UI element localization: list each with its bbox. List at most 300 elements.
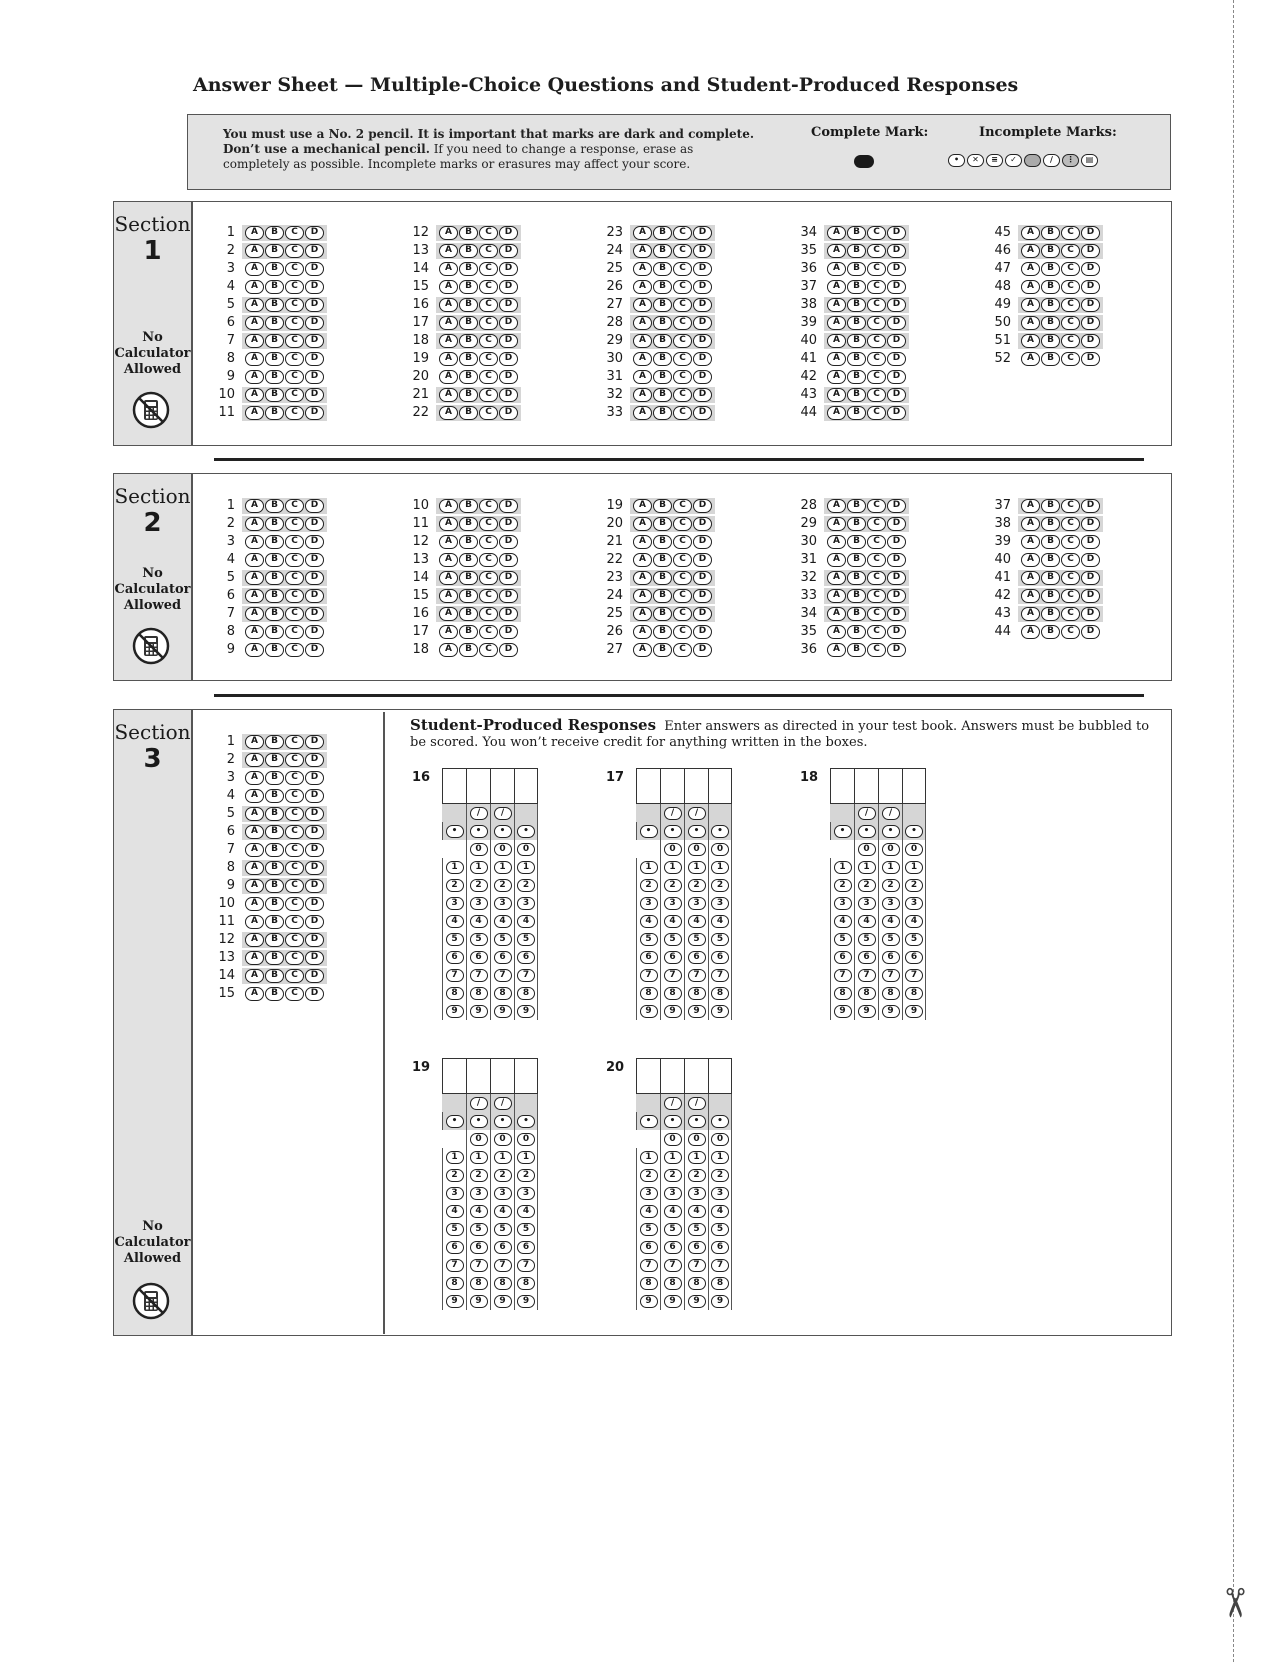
answer-bubble-b[interactable]: B [459,334,478,348]
answer-bubble-b[interactable]: B [265,406,284,420]
answer-bubble-d[interactable]: D [499,643,518,657]
answer-bubble-a[interactable]: A [827,589,846,603]
answer-bubble-b[interactable]: B [1041,244,1060,258]
answer-bubble-b[interactable]: B [265,753,284,767]
answer-bubble-a[interactable]: A [245,897,264,911]
grid-bubble-0[interactable]: 0 [470,1133,488,1146]
grid-bubble-6[interactable]: 6 [446,1241,464,1254]
answer-bubble-b[interactable]: B [265,861,284,875]
grid-bubble-3[interactable]: 3 [470,897,488,910]
answer-bubble-d[interactable]: D [1081,553,1100,567]
answer-bubble-a[interactable]: A [1021,535,1040,549]
grid-bubble-decimal[interactable]: • [640,825,658,838]
answer-bubble-a[interactable]: A [439,352,458,366]
grid-bubble-2[interactable]: 2 [688,1169,706,1182]
answer-bubble-a[interactable]: A [633,370,652,384]
answer-bubble-b[interactable]: B [1041,298,1060,312]
answer-bubble-c[interactable]: C [285,861,304,875]
grid-bubble-decimal[interactable]: • [494,825,512,838]
answer-bubble-b[interactable]: B [847,571,866,585]
answer-bubble-a[interactable]: A [439,262,458,276]
grid-bubble-6[interactable]: 6 [905,951,923,964]
answer-bubble-c[interactable]: C [1061,535,1080,549]
grid-bubble-2[interactable]: 2 [711,1169,729,1182]
answer-bubble-c[interactable]: C [285,535,304,549]
grid-bubble-3[interactable]: 3 [640,1187,658,1200]
answer-bubble-d[interactable]: D [693,589,712,603]
grid-bubble-6[interactable]: 6 [517,1241,535,1254]
answer-bubble-a[interactable]: A [439,370,458,384]
answer-bubble-c[interactable]: C [867,553,886,567]
answer-bubble-d[interactable]: D [693,643,712,657]
answer-bubble-a[interactable]: A [245,607,264,621]
answer-bubble-a[interactable]: A [245,969,264,983]
grid-bubble-6[interactable]: 6 [640,1241,658,1254]
grid-bubble-7[interactable]: 7 [905,969,923,982]
grid-bubble-3[interactable]: 3 [882,897,900,910]
grid-bubble-4[interactable]: 4 [494,915,512,928]
answer-bubble-b[interactable]: B [459,388,478,402]
answer-bubble-c[interactable]: C [673,316,692,330]
grid-bubble-7[interactable]: 7 [446,969,464,982]
write-in-box[interactable] [442,1058,466,1094]
grid-bubble-0[interactable]: 0 [517,843,535,856]
answer-bubble-c[interactable]: C [479,499,498,513]
answer-bubble-a[interactable]: A [827,280,846,294]
grid-bubble-9[interactable]: 9 [470,1295,488,1308]
grid-bubble-1[interactable]: 1 [446,861,464,874]
answer-bubble-a[interactable]: A [827,334,846,348]
grid-bubble-1[interactable]: 1 [470,1151,488,1164]
answer-bubble-c[interactable]: C [867,625,886,639]
grid-bubble-5[interactable]: 5 [470,1223,488,1236]
grid-bubble-1[interactable]: 1 [640,1151,658,1164]
grid-bubble-slash[interactable]: / [494,807,512,820]
grid-bubble-3[interactable]: 3 [688,897,706,910]
grid-bubble-decimal[interactable]: • [664,825,682,838]
grid-bubble-2[interactable]: 2 [640,879,658,892]
answer-bubble-c[interactable]: C [285,753,304,767]
grid-bubble-4[interactable]: 4 [905,915,923,928]
answer-bubble-d[interactable]: D [887,535,906,549]
answer-bubble-a[interactable]: A [1021,553,1040,567]
answer-bubble-b[interactable]: B [265,226,284,240]
answer-bubble-b[interactable]: B [653,571,672,585]
grid-bubble-slash[interactable]: / [494,1097,512,1110]
grid-bubble-7[interactable]: 7 [494,1259,512,1272]
answer-bubble-c[interactable]: C [1061,334,1080,348]
answer-bubble-a[interactable]: A [439,535,458,549]
answer-bubble-d[interactable]: D [1081,316,1100,330]
answer-bubble-b[interactable]: B [459,370,478,384]
answer-bubble-a[interactable]: A [827,499,846,513]
grid-bubble-5[interactable]: 5 [640,933,658,946]
answer-bubble-a[interactable]: A [439,244,458,258]
grid-bubble-decimal[interactable]: • [446,1115,464,1128]
grid-bubble-1[interactable]: 1 [688,861,706,874]
answer-bubble-a[interactable]: A [439,571,458,585]
grid-bubble-8[interactable]: 8 [834,987,852,1000]
grid-bubble-4[interactable]: 4 [494,1205,512,1218]
answer-bubble-a[interactable]: A [633,535,652,549]
grid-bubble-7[interactable]: 7 [470,1259,488,1272]
answer-bubble-d[interactable]: D [305,535,324,549]
answer-bubble-b[interactable]: B [1041,262,1060,276]
answer-bubble-b[interactable]: B [653,262,672,276]
answer-bubble-b[interactable]: B [1041,571,1060,585]
answer-bubble-d[interactable]: D [887,388,906,402]
answer-bubble-b[interactable]: B [847,370,866,384]
grid-bubble-4[interactable]: 4 [446,915,464,928]
answer-bubble-d[interactable]: D [693,244,712,258]
answer-bubble-c[interactable]: C [479,370,498,384]
answer-bubble-d[interactable]: D [1081,280,1100,294]
grid-bubble-2[interactable]: 2 [494,1169,512,1182]
answer-bubble-a[interactable]: A [439,553,458,567]
answer-bubble-b[interactable]: B [459,244,478,258]
grid-bubble-1[interactable]: 1 [882,861,900,874]
answer-bubble-a[interactable]: A [245,789,264,803]
write-in-box[interactable] [684,1058,708,1094]
answer-bubble-d[interactable]: D [1081,589,1100,603]
answer-bubble-c[interactable]: C [1061,607,1080,621]
grid-bubble-9[interactable]: 9 [711,1295,729,1308]
answer-bubble-d[interactable]: D [1081,226,1100,240]
answer-bubble-c[interactable]: C [285,316,304,330]
answer-bubble-c[interactable]: C [673,352,692,366]
answer-bubble-b[interactable]: B [265,553,284,567]
grid-bubble-9[interactable]: 9 [711,1005,729,1018]
grid-bubble-6[interactable]: 6 [494,951,512,964]
answer-bubble-d[interactable]: D [305,517,324,531]
answer-bubble-a[interactable]: A [633,499,652,513]
grid-bubble-0[interactable]: 0 [494,1133,512,1146]
grid-bubble-3[interactable]: 3 [858,897,876,910]
answer-bubble-b[interactable]: B [1041,352,1060,366]
grid-bubble-slash[interactable]: / [664,807,682,820]
answer-bubble-b[interactable]: B [653,625,672,639]
grid-bubble-9[interactable]: 9 [517,1005,535,1018]
grid-bubble-5[interactable]: 5 [470,933,488,946]
answer-bubble-c[interactable]: C [673,226,692,240]
grid-bubble-8[interactable]: 8 [446,987,464,1000]
answer-bubble-c[interactable]: C [285,933,304,947]
grid-bubble-6[interactable]: 6 [664,951,682,964]
answer-bubble-b[interactable]: B [847,535,866,549]
answer-bubble-a[interactable]: A [633,226,652,240]
grid-bubble-4[interactable]: 4 [711,915,729,928]
answer-bubble-a[interactable]: A [827,262,846,276]
answer-bubble-d[interactable]: D [1081,535,1100,549]
grid-bubble-7[interactable]: 7 [517,969,535,982]
write-in-box[interactable] [708,768,732,804]
grid-bubble-2[interactable]: 2 [470,879,488,892]
answer-bubble-b[interactable]: B [265,643,284,657]
answer-bubble-b[interactable]: B [847,499,866,513]
answer-bubble-b[interactable]: B [265,571,284,585]
answer-bubble-a[interactable]: A [1021,352,1040,366]
grid-bubble-0[interactable]: 0 [470,843,488,856]
grid-bubble-3[interactable]: 3 [711,897,729,910]
answer-bubble-c[interactable]: C [479,553,498,567]
grid-bubble-0[interactable]: 0 [688,1133,706,1146]
answer-bubble-a[interactable]: A [439,589,458,603]
answer-bubble-d[interactable]: D [305,969,324,983]
answer-bubble-d[interactable]: D [499,589,518,603]
answer-bubble-d[interactable]: D [305,334,324,348]
answer-bubble-a[interactable]: A [245,571,264,585]
grid-bubble-1[interactable]: 1 [494,1151,512,1164]
grid-bubble-0[interactable]: 0 [664,843,682,856]
answer-bubble-b[interactable]: B [847,553,866,567]
grid-bubble-8[interactable]: 8 [470,987,488,1000]
answer-bubble-c[interactable]: C [479,334,498,348]
answer-bubble-c[interactable]: C [1061,316,1080,330]
answer-bubble-d[interactable]: D [305,771,324,785]
answer-bubble-c[interactable]: C [1061,298,1080,312]
grid-bubble-5[interactable]: 5 [664,1223,682,1236]
answer-bubble-a[interactable]: A [633,589,652,603]
answer-bubble-b[interactable]: B [653,388,672,402]
answer-bubble-d[interactable]: D [305,352,324,366]
answer-bubble-a[interactable]: A [245,915,264,929]
answer-bubble-c[interactable]: C [867,352,886,366]
answer-bubble-a[interactable]: A [1021,589,1040,603]
answer-bubble-a[interactable]: A [1021,517,1040,531]
answer-bubble-a[interactable]: A [439,334,458,348]
grid-bubble-7[interactable]: 7 [517,1259,535,1272]
grid-bubble-1[interactable]: 1 [517,1151,535,1164]
answer-bubble-a[interactable]: A [245,406,264,420]
answer-bubble-d[interactable]: D [499,553,518,567]
answer-bubble-a[interactable]: A [827,571,846,585]
grid-bubble-5[interactable]: 5 [664,933,682,946]
answer-bubble-d[interactable]: D [1081,607,1100,621]
grid-bubble-9[interactable]: 9 [640,1005,658,1018]
answer-bubble-a[interactable]: A [245,951,264,965]
answer-bubble-a[interactable]: A [633,625,652,639]
grid-bubble-1[interactable]: 1 [858,861,876,874]
grid-bubble-decimal[interactable]: • [905,825,923,838]
grid-bubble-6[interactable]: 6 [494,1241,512,1254]
answer-bubble-d[interactable]: D [499,535,518,549]
grid-bubble-1[interactable]: 1 [640,861,658,874]
answer-bubble-b[interactable]: B [265,589,284,603]
answer-bubble-d[interactable]: D [305,789,324,803]
answer-bubble-b[interactable]: B [265,771,284,785]
answer-bubble-b[interactable]: B [847,406,866,420]
answer-bubble-d[interactable]: D [305,825,324,839]
answer-bubble-b[interactable]: B [265,370,284,384]
answer-bubble-c[interactable]: C [479,280,498,294]
answer-bubble-c[interactable]: C [285,589,304,603]
answer-bubble-a[interactable]: A [439,517,458,531]
grid-bubble-4[interactable]: 4 [834,915,852,928]
answer-bubble-d[interactable]: D [499,352,518,366]
answer-bubble-b[interactable]: B [653,298,672,312]
answer-bubble-a[interactable]: A [245,352,264,366]
answer-bubble-d[interactable]: D [887,517,906,531]
answer-bubble-c[interactable]: C [479,244,498,258]
answer-bubble-c[interactable]: C [285,807,304,821]
answer-bubble-d[interactable]: D [305,280,324,294]
grid-bubble-9[interactable]: 9 [446,1295,464,1308]
answer-bubble-c[interactable]: C [1061,589,1080,603]
answer-bubble-b[interactable]: B [265,517,284,531]
answer-bubble-a[interactable]: A [439,298,458,312]
grid-bubble-6[interactable]: 6 [711,1241,729,1254]
answer-bubble-d[interactable]: D [305,262,324,276]
grid-bubble-decimal[interactable]: • [688,1115,706,1128]
grid-bubble-2[interactable]: 2 [905,879,923,892]
grid-bubble-1[interactable]: 1 [711,861,729,874]
answer-bubble-d[interactable]: D [499,334,518,348]
answer-bubble-c[interactable]: C [673,244,692,258]
answer-bubble-a[interactable]: A [827,553,846,567]
answer-bubble-d[interactable]: D [887,280,906,294]
answer-bubble-d[interactable]: D [887,352,906,366]
answer-bubble-c[interactable]: C [867,643,886,657]
grid-bubble-4[interactable]: 4 [517,915,535,928]
answer-bubble-c[interactable]: C [479,517,498,531]
answer-bubble-a[interactable]: A [245,517,264,531]
answer-bubble-a[interactable]: A [245,735,264,749]
answer-bubble-b[interactable]: B [459,406,478,420]
grid-bubble-3[interactable]: 3 [446,897,464,910]
answer-bubble-c[interactable]: C [479,226,498,240]
answer-bubble-a[interactable]: A [439,226,458,240]
grid-bubble-2[interactable]: 2 [470,1169,488,1182]
answer-bubble-c[interactable]: C [673,262,692,276]
grid-bubble-1[interactable]: 1 [688,1151,706,1164]
grid-bubble-6[interactable]: 6 [470,1241,488,1254]
write-in-box[interactable] [466,768,490,804]
answer-bubble-b[interactable]: B [653,517,672,531]
answer-bubble-b[interactable]: B [847,589,866,603]
answer-bubble-d[interactable]: D [305,643,324,657]
write-in-box[interactable] [902,768,926,804]
grid-bubble-8[interactable]: 8 [858,987,876,1000]
answer-bubble-a[interactable]: A [633,643,652,657]
grid-bubble-decimal[interactable]: • [834,825,852,838]
grid-bubble-2[interactable]: 2 [688,879,706,892]
grid-bubble-2[interactable]: 2 [446,1169,464,1182]
answer-bubble-b[interactable]: B [265,625,284,639]
grid-bubble-6[interactable]: 6 [882,951,900,964]
grid-bubble-7[interactable]: 7 [640,969,658,982]
answer-bubble-d[interactable]: D [305,226,324,240]
grid-bubble-5[interactable]: 5 [494,933,512,946]
answer-bubble-c[interactable]: C [285,969,304,983]
answer-bubble-b[interactable]: B [653,370,672,384]
answer-bubble-b[interactable]: B [265,262,284,276]
grid-bubble-8[interactable]: 8 [470,1277,488,1290]
grid-bubble-decimal[interactable]: • [494,1115,512,1128]
answer-bubble-c[interactable]: C [285,352,304,366]
answer-bubble-b[interactable]: B [1041,607,1060,621]
answer-bubble-c[interactable]: C [867,517,886,531]
answer-bubble-b[interactable]: B [265,334,284,348]
write-in-box[interactable] [636,768,660,804]
answer-bubble-c[interactable]: C [479,388,498,402]
answer-bubble-b[interactable]: B [653,607,672,621]
answer-bubble-a[interactable]: A [827,607,846,621]
write-in-box[interactable] [636,1058,660,1094]
grid-bubble-7[interactable]: 7 [664,1259,682,1272]
answer-bubble-d[interactable]: D [693,625,712,639]
answer-bubble-d[interactable]: D [499,226,518,240]
grid-bubble-6[interactable]: 6 [640,951,658,964]
answer-bubble-c[interactable]: C [285,517,304,531]
answer-bubble-c[interactable]: C [673,406,692,420]
answer-bubble-d[interactable]: D [499,607,518,621]
answer-bubble-a[interactable]: A [1021,625,1040,639]
answer-bubble-b[interactable]: B [1041,226,1060,240]
answer-bubble-c[interactable]: C [673,589,692,603]
answer-bubble-b[interactable]: B [265,388,284,402]
answer-bubble-d[interactable]: D [887,643,906,657]
answer-bubble-a[interactable]: A [245,625,264,639]
answer-bubble-a[interactable]: A [827,298,846,312]
answer-bubble-a[interactable]: A [439,280,458,294]
answer-bubble-d[interactable]: D [693,226,712,240]
answer-bubble-d[interactable]: D [305,244,324,258]
grid-bubble-8[interactable]: 8 [882,987,900,1000]
answer-bubble-a[interactable]: A [439,607,458,621]
answer-bubble-b[interactable]: B [653,226,672,240]
answer-bubble-a[interactable]: A [633,517,652,531]
grid-bubble-7[interactable]: 7 [858,969,876,982]
grid-bubble-7[interactable]: 7 [446,1259,464,1272]
grid-bubble-1[interactable]: 1 [494,861,512,874]
answer-bubble-c[interactable]: C [285,825,304,839]
answer-bubble-c[interactable]: C [479,607,498,621]
answer-bubble-d[interactable]: D [305,406,324,420]
answer-bubble-c[interactable]: C [1061,244,1080,258]
grid-bubble-7[interactable]: 7 [470,969,488,982]
grid-bubble-3[interactable]: 3 [834,897,852,910]
answer-bubble-d[interactable]: D [887,553,906,567]
grid-bubble-6[interactable]: 6 [711,951,729,964]
grid-bubble-9[interactable]: 9 [494,1005,512,1018]
answer-bubble-c[interactable]: C [479,298,498,312]
answer-bubble-b[interactable]: B [265,987,284,1001]
grid-bubble-2[interactable]: 2 [517,1169,535,1182]
grid-bubble-5[interactable]: 5 [905,933,923,946]
answer-bubble-c[interactable]: C [479,535,498,549]
answer-bubble-a[interactable]: A [245,589,264,603]
answer-bubble-c[interactable]: C [673,625,692,639]
answer-bubble-d[interactable]: D [887,244,906,258]
answer-bubble-c[interactable]: C [479,316,498,330]
grid-bubble-3[interactable]: 3 [494,1187,512,1200]
answer-bubble-a[interactable]: A [245,553,264,567]
grid-bubble-decimal[interactable]: • [446,825,464,838]
answer-bubble-c[interactable]: C [867,262,886,276]
answer-bubble-a[interactable]: A [245,226,264,240]
answer-bubble-c[interactable]: C [867,406,886,420]
answer-bubble-a[interactable]: A [245,535,264,549]
grid-bubble-8[interactable]: 8 [494,987,512,1000]
answer-bubble-a[interactable]: A [1021,280,1040,294]
answer-bubble-b[interactable]: B [265,825,284,839]
answer-bubble-c[interactable]: C [285,843,304,857]
grid-bubble-slash[interactable]: / [882,807,900,820]
grid-bubble-7[interactable]: 7 [711,1259,729,1272]
answer-bubble-a[interactable]: A [245,388,264,402]
answer-bubble-d[interactable]: D [693,499,712,513]
answer-bubble-a[interactable]: A [1021,316,1040,330]
